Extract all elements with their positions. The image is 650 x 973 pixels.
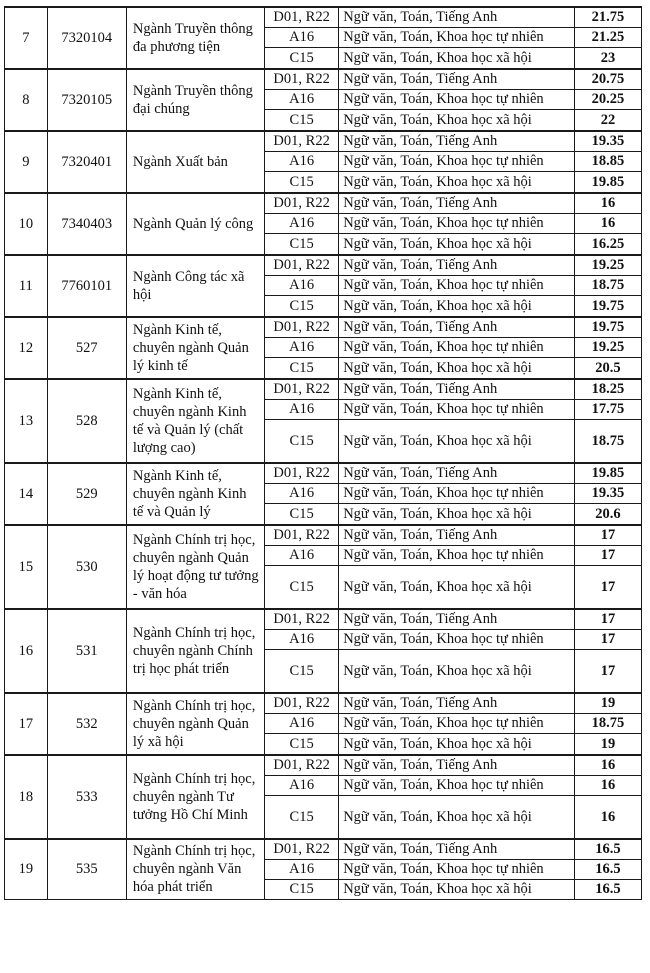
cutoff-score: 18.75 [574, 419, 641, 463]
subject-block: D01, R22 [265, 693, 339, 713]
row-number: 15 [5, 525, 48, 609]
subject-combination: Ngữ văn, Toán, Tiếng Anh [339, 755, 575, 775]
subject-block: D01, R22 [265, 131, 339, 151]
major-name: Ngành Xuất bản [126, 131, 264, 193]
major-code: 535 [47, 839, 126, 899]
major-name: Ngành Truyền thông đại chúng [126, 69, 264, 131]
cutoff-score: 18.85 [574, 151, 641, 171]
cutoff-score: 20.75 [574, 69, 641, 89]
table-row [5, 609, 642, 629]
subject-combination: Ngữ văn, Toán, Tiếng Anh [339, 7, 575, 27]
subject-combination: Ngữ văn, Toán, Khoa học xã hội [339, 419, 575, 463]
subject-block: A16 [265, 89, 339, 109]
subject-combination: Ngữ văn, Toán, Tiếng Anh [339, 317, 575, 337]
subject-block: A16 [265, 775, 339, 795]
subject-block: D01, R22 [265, 317, 339, 337]
subject-combination: Ngữ văn, Toán, Khoa học xã hội [339, 795, 575, 839]
row-number: 12 [5, 317, 48, 379]
subject-combination: Ngữ văn, Toán, Khoa học xã hội [339, 109, 575, 131]
row-number: 9 [5, 131, 48, 193]
cutoff-score: 19.25 [574, 255, 641, 275]
subject-block: A16 [265, 629, 339, 649]
major-code: 528 [47, 379, 126, 463]
cutoff-score: 18.75 [574, 713, 641, 733]
subject-block: D01, R22 [265, 755, 339, 775]
cutoff-score: 19.25 [574, 337, 641, 357]
cutoff-score: 19.35 [574, 131, 641, 151]
subject-combination: Ngữ văn, Toán, Khoa học xã hội [339, 879, 575, 899]
subject-block: D01, R22 [265, 379, 339, 399]
cutoff-score: 20.5 [574, 357, 641, 379]
subject-block: A16 [265, 337, 339, 357]
subject-combination: Ngữ văn, Toán, Khoa học tự nhiên [339, 275, 575, 295]
subject-combination: Ngữ văn, Toán, Tiếng Anh [339, 193, 575, 213]
subject-block: C15 [265, 233, 339, 255]
major-code: 531 [47, 609, 126, 693]
subject-block: C15 [265, 733, 339, 755]
subject-block: A16 [265, 275, 339, 295]
major-code: 7320104 [47, 7, 126, 69]
subject-block: A16 [265, 27, 339, 47]
cutoff-score: 17 [574, 565, 641, 609]
row-number: 17 [5, 693, 48, 755]
cutoff-score: 21.25 [574, 27, 641, 47]
subject-combination: Ngữ văn, Toán, Khoa học xã hội [339, 233, 575, 255]
cutoff-score: 23 [574, 47, 641, 69]
row-number: 13 [5, 379, 48, 463]
subject-block: A16 [265, 151, 339, 171]
table-row [5, 255, 642, 275]
subject-combination: Ngữ văn, Toán, Khoa học xã hội [339, 295, 575, 317]
subject-combination: Ngữ văn, Toán, Khoa học tự nhiên [339, 483, 575, 503]
table-row [5, 693, 642, 713]
major-name: Ngành Chính trị học, chuyên ngành Quản lý xã hội [126, 693, 264, 755]
cutoff-score: 18.25 [574, 379, 641, 399]
major-code: 530 [47, 525, 126, 609]
cutoff-score: 19.35 [574, 483, 641, 503]
cutoff-score: 17 [574, 525, 641, 545]
major-name: Ngành Chính trị học, chuyên ngành Quản lý hoạt động tư tưởng - văn hóa [126, 525, 264, 609]
subject-combination: Ngữ văn, Toán, Khoa học tự nhiên [339, 713, 575, 733]
subject-combination: Ngữ văn, Toán, Khoa học tự nhiên [339, 629, 575, 649]
subject-combination: Ngữ văn, Toán, Tiếng Anh [339, 255, 575, 275]
cutoff-score: 21.75 [574, 7, 641, 27]
cutoff-score: 16 [574, 193, 641, 213]
row-number: 7 [5, 7, 48, 69]
row-number: 18 [5, 755, 48, 839]
subject-combination: Ngữ văn, Toán, Khoa học tự nhiên [339, 337, 575, 357]
row-number: 16 [5, 609, 48, 693]
cutoff-score: 20.25 [574, 89, 641, 109]
major-code: 7340403 [47, 193, 126, 255]
major-code: 7320105 [47, 69, 126, 131]
major-name: Ngành Kinh tế, chuyên ngành Kinh tế và Quản lý [126, 463, 264, 525]
cutoff-score: 16.5 [574, 879, 641, 899]
subject-block: D01, R22 [265, 839, 339, 859]
subject-combination: Ngữ văn, Toán, Tiếng Anh [339, 609, 575, 629]
cutoff-score: 16 [574, 755, 641, 775]
table-row [5, 131, 642, 151]
subject-combination: Ngữ văn, Toán, Tiếng Anh [339, 463, 575, 483]
subject-block: D01, R22 [265, 193, 339, 213]
subject-block: C15 [265, 879, 339, 899]
cutoff-score: 19.85 [574, 463, 641, 483]
subject-block: D01, R22 [265, 463, 339, 483]
cutoff-score: 16.5 [574, 839, 641, 859]
cutoff-score: 19 [574, 693, 641, 713]
subject-combination: Ngữ văn, Toán, Khoa học xã hội [339, 503, 575, 525]
subject-combination: Ngữ văn, Toán, Khoa học xã hội [339, 565, 575, 609]
subject-block: C15 [265, 171, 339, 193]
cutoff-score: 19.85 [574, 171, 641, 193]
subject-combination: Ngữ văn, Toán, Khoa học tự nhiên [339, 27, 575, 47]
row-number: 8 [5, 69, 48, 131]
major-code: 7320401 [47, 131, 126, 193]
subject-combination: Ngữ văn, Toán, Khoa học tự nhiên [339, 213, 575, 233]
subject-combination: Ngữ văn, Toán, Khoa học xã hội [339, 649, 575, 693]
subject-combination: Ngữ văn, Toán, Tiếng Anh [339, 693, 575, 713]
subject-block: A16 [265, 713, 339, 733]
table-row [5, 839, 642, 859]
major-name: Ngành Truyền thông đa phương tiện [126, 7, 264, 69]
major-code: 527 [47, 317, 126, 379]
subject-combination: Ngữ văn, Toán, Khoa học tự nhiên [339, 775, 575, 795]
major-name: Ngành Chính trị học, chuyên ngành Văn hóa phát triển [126, 839, 264, 899]
subject-block: D01, R22 [265, 255, 339, 275]
subject-block: A16 [265, 545, 339, 565]
subject-block: C15 [265, 47, 339, 69]
subject-block: C15 [265, 795, 339, 839]
subject-combination: Ngữ văn, Toán, Khoa học tự nhiên [339, 859, 575, 879]
table-row [5, 525, 642, 545]
subject-block: C15 [265, 503, 339, 525]
subject-block: D01, R22 [265, 609, 339, 629]
cutoff-score: 19.75 [574, 295, 641, 317]
cutoff-score: 17.75 [574, 399, 641, 419]
cutoff-score: 16 [574, 775, 641, 795]
table-row [5, 463, 642, 483]
cutoff-score: 16 [574, 795, 641, 839]
table-row [5, 7, 642, 27]
subject-block: A16 [265, 483, 339, 503]
major-code: 7760101 [47, 255, 126, 317]
subject-block: C15 [265, 649, 339, 693]
cutoff-score: 18.75 [574, 275, 641, 295]
subject-combination: Ngữ văn, Toán, Khoa học xã hội [339, 47, 575, 69]
table-row [5, 193, 642, 213]
row-number: 14 [5, 463, 48, 525]
subject-combination: Ngữ văn, Toán, Tiếng Anh [339, 69, 575, 89]
major-name: Ngành Chính trị học, chuyên ngành Chính trị học phát triển [126, 609, 264, 693]
admission-score-table [4, 6, 642, 900]
subject-combination: Ngữ văn, Toán, Tiếng Anh [339, 525, 575, 545]
major-name: Ngành Chính trị học, chuyên ngành Tư tưởng Hồ Chí Minh [126, 755, 264, 839]
cutoff-score: 16 [574, 213, 641, 233]
major-code: 532 [47, 693, 126, 755]
subject-combination: Ngữ văn, Toán, Tiếng Anh [339, 379, 575, 399]
major-name: Ngành Quản lý công [126, 193, 264, 255]
row-number: 11 [5, 255, 48, 317]
major-code: 533 [47, 755, 126, 839]
subject-combination: Ngữ văn, Toán, Khoa học tự nhiên [339, 151, 575, 171]
cutoff-score: 17 [574, 545, 641, 565]
major-name: Ngành Công tác xã hội [126, 255, 264, 317]
cutoff-score: 17 [574, 649, 641, 693]
major-name: Ngành Kinh tế, chuyên ngành Quản lý kinh tế [126, 317, 264, 379]
subject-combination: Ngữ văn, Toán, Tiếng Anh [339, 839, 575, 859]
cutoff-score: 17 [574, 609, 641, 629]
subject-combination: Ngữ văn, Toán, Khoa học tự nhiên [339, 399, 575, 419]
subject-combination: Ngữ văn, Toán, Khoa học tự nhiên [339, 545, 575, 565]
subject-block: C15 [265, 295, 339, 317]
subject-block: C15 [265, 357, 339, 379]
subject-block: C15 [265, 565, 339, 609]
major-name: Ngành Kinh tế, chuyên ngành Kinh tế và Quản lý (chất lượng cao) [126, 379, 264, 463]
cutoff-score: 19 [574, 733, 641, 755]
cutoff-score: 16.5 [574, 859, 641, 879]
subject-combination: Ngữ văn, Toán, Khoa học xã hội [339, 357, 575, 379]
subject-combination: Ngữ văn, Toán, Khoa học xã hội [339, 733, 575, 755]
subject-block: D01, R22 [265, 7, 339, 27]
subject-block: A16 [265, 213, 339, 233]
table-row [5, 317, 642, 337]
subject-block: C15 [265, 419, 339, 463]
subject-block: D01, R22 [265, 69, 339, 89]
subject-combination: Ngữ văn, Toán, Khoa học tự nhiên [339, 89, 575, 109]
cutoff-score: 19.75 [574, 317, 641, 337]
subject-block: A16 [265, 859, 339, 879]
cutoff-score: 20.6 [574, 503, 641, 525]
table-row [5, 755, 642, 775]
subject-block: D01, R22 [265, 525, 339, 545]
table-row [5, 69, 642, 89]
cutoff-score: 16.25 [574, 233, 641, 255]
subject-combination: Ngữ văn, Toán, Khoa học xã hội [339, 171, 575, 193]
row-number: 19 [5, 839, 48, 899]
subject-block: C15 [265, 109, 339, 131]
cutoff-score: 17 [574, 629, 641, 649]
subject-combination: Ngữ văn, Toán, Tiếng Anh [339, 131, 575, 151]
cutoff-score: 22 [574, 109, 641, 131]
subject-block: A16 [265, 399, 339, 419]
major-code: 529 [47, 463, 126, 525]
row-number: 10 [5, 193, 48, 255]
table-row [5, 379, 642, 399]
